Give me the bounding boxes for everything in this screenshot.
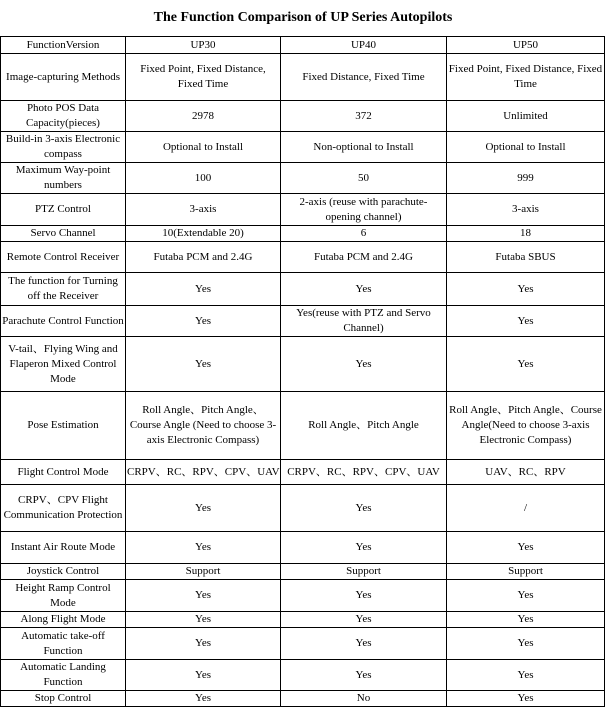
function-name-cell: Pose Estimation: [1, 392, 126, 460]
table-cell: No: [281, 691, 447, 707]
table-cell: Yes(reuse with PTZ and Servo Channel): [281, 306, 447, 337]
function-name-cell: Parachute Control Function: [1, 306, 126, 337]
table-row: [1, 612, 605, 628]
table-cell: Yes: [126, 691, 281, 707]
table-cell: 6: [281, 226, 447, 242]
header-cell-up30: UP30: [126, 37, 281, 54]
table-row: [1, 460, 605, 485]
function-name-cell: Maximum Way-point numbers: [1, 163, 126, 194]
table-cell: Yes: [126, 628, 281, 660]
table-cell: 50: [281, 163, 447, 194]
table-row: [1, 101, 605, 132]
table-row: [1, 691, 605, 707]
table-cell: Yes: [281, 628, 447, 660]
function-name-cell: The function for Turning off the Receiver: [1, 273, 126, 306]
table-cell: Yes: [126, 337, 281, 392]
function-name-cell: PTZ Control: [1, 194, 126, 226]
table-cell: Yes: [126, 273, 281, 306]
table-cell: Non-optional to Install: [281, 132, 447, 163]
function-name-cell: Photo POS Data Capacity(pieces): [1, 101, 126, 132]
table-cell: Yes: [281, 612, 447, 628]
table-cell: /: [447, 485, 605, 532]
comparison-table: [0, 36, 605, 707]
table-cell: Fixed Point, Fixed Distance, Fixed Time: [126, 54, 281, 101]
function-name-cell: Image-capturing Methods: [1, 54, 126, 101]
table-cell: Yes: [126, 485, 281, 532]
table-cell: Yes: [447, 306, 605, 337]
table-row: [1, 163, 605, 194]
function-name-cell: CRPV、CPV Flight Communication Protection: [1, 485, 126, 532]
table-row: [1, 306, 605, 337]
table-cell: Yes: [281, 580, 447, 612]
table-row: [1, 242, 605, 273]
header-cell-up50: UP50: [447, 37, 605, 54]
table-cell: Yes: [281, 485, 447, 532]
table-row: [1, 194, 605, 226]
table-cell: 372: [281, 101, 447, 132]
table-cell: Yes: [126, 306, 281, 337]
table-cell: Support: [126, 564, 281, 580]
table-row: [1, 392, 605, 460]
header-cell-up40: UP40: [281, 37, 447, 54]
table-cell: Roll Angle、Pitch Angle、Course Angle (Need to choose 3-axis Electronic Compass): [126, 392, 281, 460]
table-row: [1, 132, 605, 163]
page-title: The Function Comparison of UP Series Autopilots: [153, 10, 453, 25]
function-name-cell: Along Flight Mode: [1, 612, 126, 628]
table-cell: Fixed Distance, Fixed Time: [281, 54, 447, 101]
table-cell: Yes: [447, 580, 605, 612]
table-cell: Yes: [281, 337, 447, 392]
table-cell: Yes: [447, 628, 605, 660]
table-cell: 100: [126, 163, 281, 194]
function-name-cell: Stop Control: [1, 691, 126, 707]
table-cell: Yes: [447, 691, 605, 707]
function-name-cell: Build-in 3-axis Electronic compass: [1, 132, 126, 163]
table-row: [1, 226, 605, 242]
table-cell: Roll Angle、Pitch Angle、Course Angle(Need to choose 3-axis Electronic Compass): [447, 392, 605, 460]
table-row: [1, 660, 605, 691]
table-cell: UAV、RC、RPV: [447, 460, 605, 485]
table-cell: Support: [447, 564, 605, 580]
table-cell: Yes: [447, 273, 605, 306]
table-row: [1, 532, 605, 564]
table-row: [1, 337, 605, 392]
table-header-row: [1, 37, 605, 54]
table-cell: Yes: [126, 532, 281, 564]
table-cell: Yes: [447, 532, 605, 564]
table-cell: Support: [281, 564, 447, 580]
table-cell: Fixed Point, Fixed Distance, Fixed Time: [447, 54, 605, 101]
table-cell: Yes: [281, 660, 447, 691]
table-cell: Yes: [281, 273, 447, 306]
function-name-cell: V-tail、Flying Wing and Flaperon Mixed Control Mode: [1, 337, 126, 392]
table-cell: Futaba PCM and 2.4G: [126, 242, 281, 273]
function-name-cell: Servo Channel: [1, 226, 126, 242]
header-cell-function: FunctionVersion: [1, 37, 126, 54]
table-cell: Yes: [126, 580, 281, 612]
table-cell: CRPV、RC、RPV、CPV、UAV: [126, 460, 281, 485]
table-cell: 10(Extendable 20): [126, 226, 281, 242]
table-row: [1, 564, 605, 580]
table-row: [1, 273, 605, 306]
table-row: [1, 54, 605, 101]
comparison-table-body: [1, 37, 605, 707]
function-name-cell: Automatic Landing Function: [1, 660, 126, 691]
table-cell: Yes: [447, 337, 605, 392]
table-cell: Unlimited: [447, 101, 605, 132]
table-cell: 18: [447, 226, 605, 242]
table-cell: 3-axis: [126, 194, 281, 226]
table-cell: Futaba PCM and 2.4G: [281, 242, 447, 273]
table-cell: Futaba SBUS: [447, 242, 605, 273]
table-cell: Yes: [281, 532, 447, 564]
function-name-cell: Remote Control Receiver: [1, 242, 126, 273]
function-name-cell: Flight Control Mode: [1, 460, 126, 485]
table-cell: CRPV、RC、RPV、CPV、UAV: [281, 460, 447, 485]
table-row: [1, 580, 605, 612]
function-name-cell: Automatic take-off Function: [1, 628, 126, 660]
table-cell: Yes: [126, 612, 281, 628]
table-cell: 3-axis: [447, 194, 605, 226]
function-name-cell: Height Ramp Control Mode: [1, 580, 126, 612]
function-name-cell: Joystick Control: [1, 564, 126, 580]
table-row: [1, 485, 605, 532]
table-cell: Optional to Install: [126, 132, 281, 163]
table-cell: 2978: [126, 101, 281, 132]
table-cell: Roll Angle、Pitch Angle: [281, 392, 447, 460]
table-cell: Optional to Install: [447, 132, 605, 163]
table-cell: Yes: [126, 660, 281, 691]
table-cell: 999: [447, 163, 605, 194]
table-cell: Yes: [447, 612, 605, 628]
table-cell: Yes: [447, 660, 605, 691]
table-cell: 2-axis (reuse with parachute-opening channel): [281, 194, 447, 226]
function-name-cell: Instant Air Route Mode: [1, 532, 126, 564]
table-row: [1, 628, 605, 660]
